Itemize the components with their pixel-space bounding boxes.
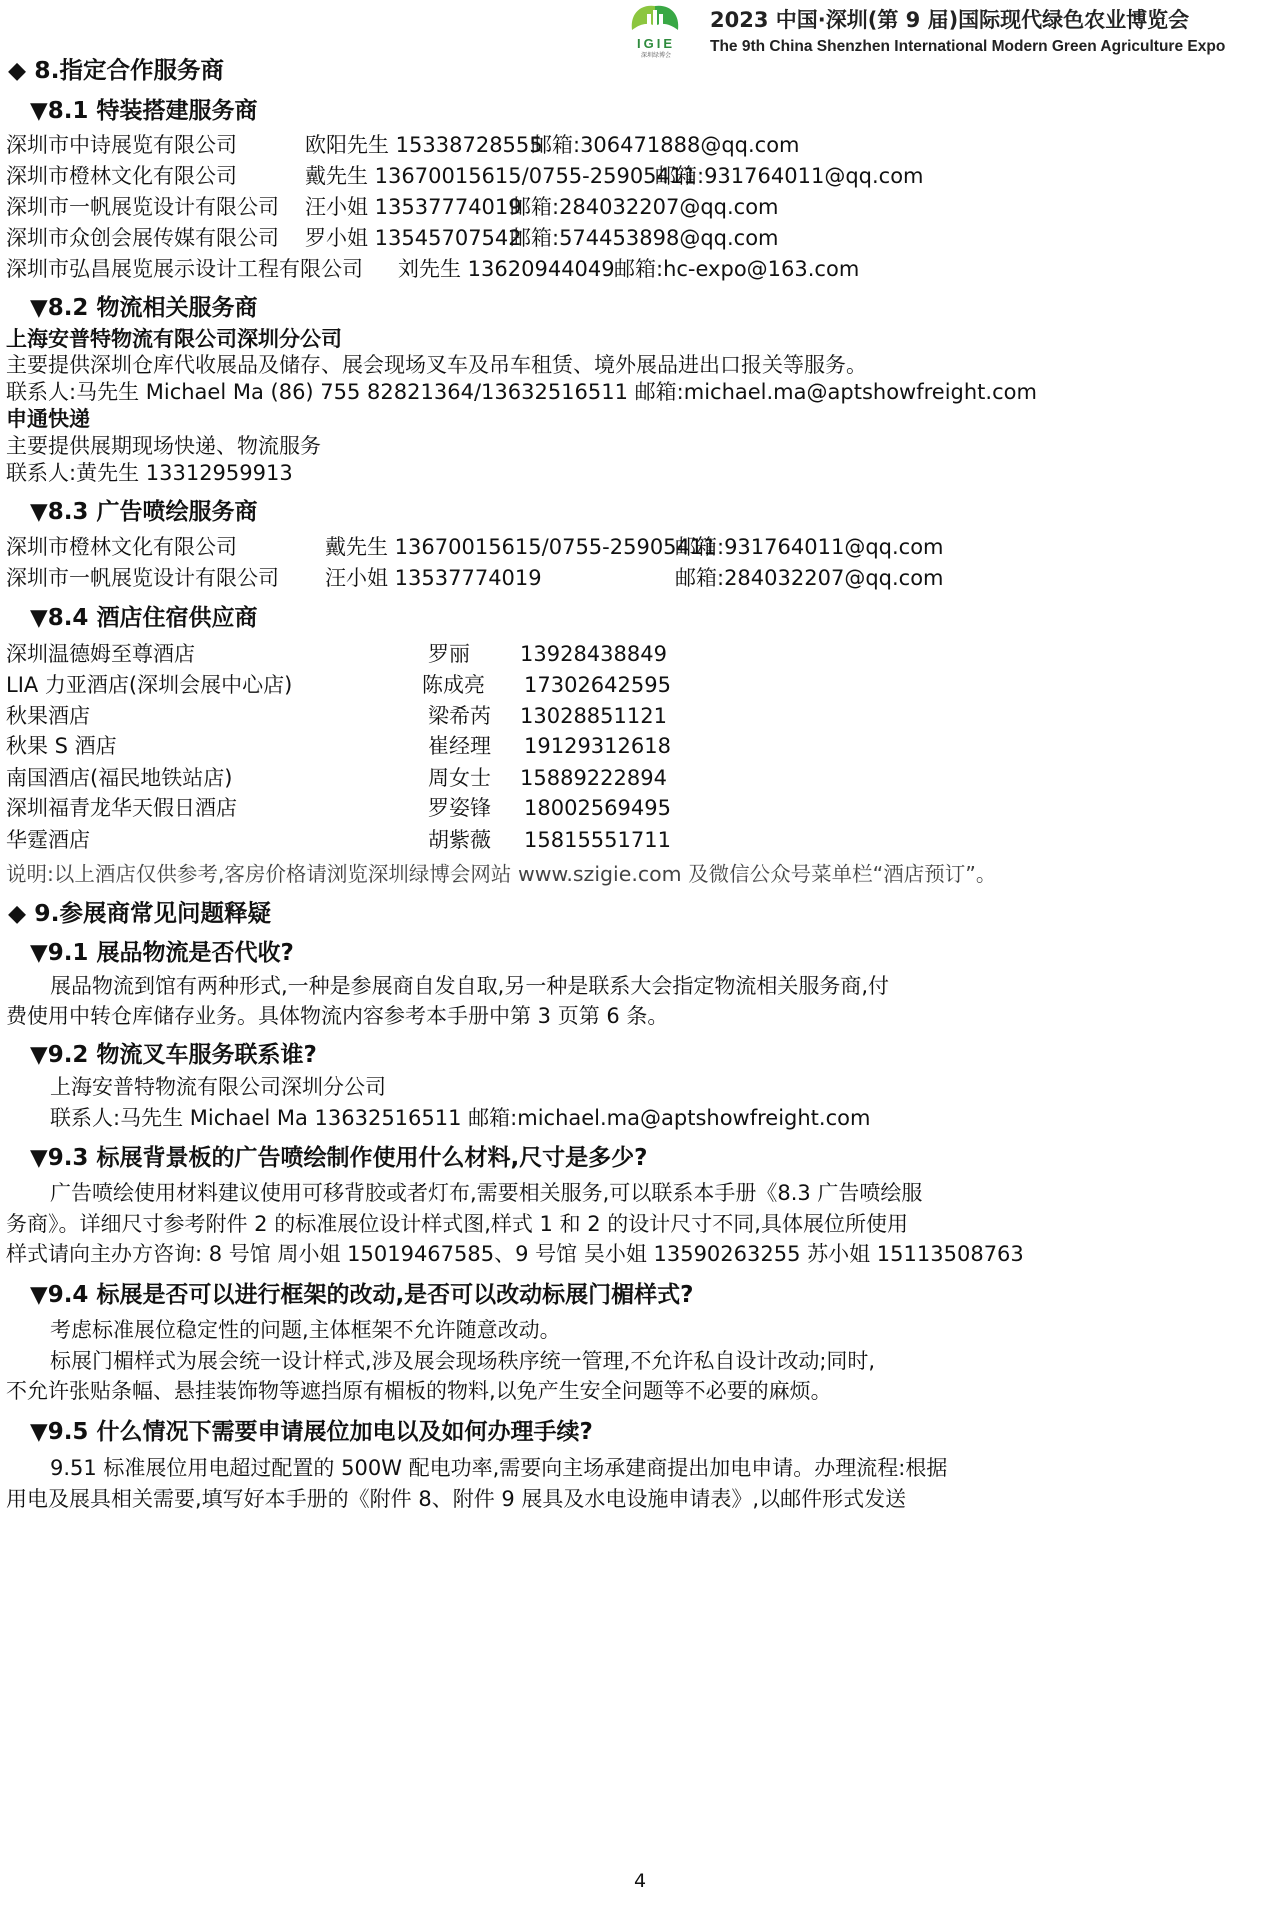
- hotel-phone: 17302642595: [524, 673, 671, 697]
- section-8-heading: ◆ 8.指定合作服务商: [8, 56, 225, 84]
- hotel-name: 华霆酒店: [6, 828, 90, 852]
- hotel-note: 说明:以上酒店仅供参考,客房价格请浏览深圳绿博会网站 www.szigie.com 及微信公众号菜单栏“酒店预订”。: [6, 862, 997, 886]
- printing-company: 深圳市橙林文化有限公司: [6, 535, 237, 559]
- contractor-company: 深圳市弘昌展览展示设计工程有限公司: [6, 257, 363, 281]
- faq-9-4-answer: 标展门楣样式为展会统一设计样式,涉及展会现场秩序统一管理,不允许私自设计改动;同时,: [50, 1349, 876, 1373]
- hotel-name: LIA 力亚酒店(深圳会展中心店): [6, 673, 293, 697]
- logo-text: IGIE: [636, 36, 675, 51]
- hotel-contact-person: 崔经理: [428, 734, 491, 758]
- contractor-contact: 罗小姐 13545707542: [305, 226, 522, 250]
- logistics-description: 主要提供深圳仓库代收展品及储存、展会现场叉车及吊车租赁、境外展品进出口报关等服务。: [6, 353, 867, 377]
- contractor-email: 邮箱:574453898@qq.com: [510, 226, 779, 250]
- contractor-contact: 汪小姐 13537774019: [305, 195, 522, 219]
- faq-9-3-answer: 样式请向主办方咨询: 8 号馆 周小姐 15019467585、9 号馆 吴小姐 13590263255 苏小姐 15113508763: [6, 1242, 1024, 1266]
- faq-9-4-answer: 不允许张贴条幅、悬挂装饰物等遮挡原有楣板的物料,以免产生安全问题等不必要的麻烦。: [6, 1379, 832, 1403]
- printing-email: 邮箱:284032207@qq.com: [675, 566, 944, 590]
- logistics-company-name: 上海安普特物流有限公司深圳分公司: [6, 327, 342, 351]
- hotel-phone: 15889222894: [520, 766, 667, 790]
- logo-subtext: 深圳绿博会: [640, 52, 671, 59]
- hotel-name: 秋果 S 酒店: [6, 734, 117, 758]
- page-number: 4: [633, 1870, 647, 1892]
- hotel-phone: 19129312618: [524, 734, 671, 758]
- faq-9-2-answer: 上海安普特物流有限公司深圳分公司: [50, 1075, 386, 1099]
- faq-9-5-answer: 9.51 标准展位用电超过配置的 500W 配电功率,需要向主场承建商提出加电申请。办理流程:根据: [50, 1456, 948, 1480]
- section-8-4-heading: ▼8.4 酒店住宿供应商: [30, 605, 258, 631]
- contractor-contact: 戴先生 13670015615/0755-25905411: [305, 164, 697, 188]
- hotel-contact-person: 胡紫薇: [428, 828, 491, 852]
- contractor-email: 邮箱:284032207@qq.com: [510, 195, 779, 219]
- printing-company: 深圳市一帆展览设计有限公司: [6, 566, 279, 590]
- printing-contact: 汪小姐 13537774019: [325, 566, 542, 590]
- contractor-contact: 刘先生 13620944049: [398, 257, 615, 281]
- faq-9-2-question: ▼9.2 物流叉车服务联系谁?: [30, 1042, 317, 1068]
- contractor-contact: 欧阳先生 15338728555: [305, 133, 543, 157]
- hotel-contact-person: 罗丽: [428, 642, 470, 666]
- hotel-contact-person: 周女士: [428, 766, 491, 790]
- faq-9-3-answer: 务商》。详细尺寸参考附件 2 的标准展位设计样式图,样式 1 和 2 的设计尺寸不同,具体展位所使用: [6, 1212, 908, 1236]
- hotel-contact-person: 罗姿锋: [428, 796, 491, 820]
- contractor-company: 深圳市中诗展览有限公司: [6, 133, 237, 157]
- page-header: [610, 0, 1280, 62]
- contractor-email: 邮箱:hc-expo@163.com: [614, 257, 860, 281]
- faq-9-5-question: ▼9.5 什么情况下需要申请展位加电以及如何办理手续?: [30, 1419, 593, 1445]
- section-8-2-heading: ▼8.2 物流相关服务商: [30, 295, 258, 321]
- contractor-email: 邮箱:931764011@qq.com: [655, 164, 924, 188]
- contractor-company: 深圳市橙林文化有限公司: [6, 164, 237, 188]
- printing-email: 邮箱:931764011@qq.com: [675, 535, 944, 559]
- faq-9-4-answer: 考虑标准展位稳定性的问题,主体框架不允许随意改动。: [50, 1318, 561, 1342]
- section-8-1-heading: ▼8.1 特装搭建服务商: [30, 98, 258, 124]
- hotel-name: 南国酒店(福民地铁站店): [6, 766, 233, 790]
- express-contact: 联系人:黄先生 13312959913: [6, 461, 293, 485]
- hotel-phone: 15815551711: [524, 828, 671, 852]
- faq-9-1-answer: 费使用中转仓库储存业务。具体物流内容参考本手册中第 3 页第 6 条。: [6, 1004, 669, 1028]
- faq-9-1-question: ▼9.1 展品物流是否代收?: [30, 940, 294, 966]
- express-company-name: 申通快递: [6, 407, 90, 431]
- contractor-company: 深圳市一帆展览设计有限公司: [6, 195, 279, 219]
- faq-9-5-answer: 用电及展具相关需要,填写好本手册的《附件 8、附件 9 展具及水电设施申请表》,以邮件形式发送: [6, 1487, 907, 1511]
- contractor-company: 深圳市众创会展传媒有限公司: [6, 226, 279, 250]
- hotel-contact-person: 梁希芮: [428, 704, 491, 728]
- printing-contact: 戴先生 13670015615/0755-25905411: [325, 535, 717, 559]
- express-description: 主要提供展期现场快递、物流服务: [6, 434, 321, 458]
- hotel-name: 秋果酒店: [6, 704, 90, 728]
- hotel-phone: 13928438849: [520, 642, 667, 666]
- section-8-3-heading: ▼8.3 广告喷绘服务商: [30, 499, 258, 525]
- logistics-contact: 联系人:马先生 Michael Ma (86) 755 82821364/13632516511 邮箱:michael.ma@aptshowfreight.com: [6, 380, 1037, 404]
- hotel-contact-person: 陈成亮: [422, 673, 485, 697]
- faq-9-1-answer: 展品物流到馆有两种形式,一种是参展商自发自取,另一种是联系大会指定物流相关服务商,付: [50, 974, 890, 998]
- header-title-en: The 9th China Shenzhen International Modern Green Agriculture Expo: [710, 38, 1226, 55]
- faq-9-4-question: ▼9.4 标展是否可以进行框架的改动,是否可以改动标展门楣样式?: [30, 1282, 694, 1308]
- header-title-cn: 2023 中国·深圳(第 9 届)国际现代绿色农业博览会: [710, 8, 1190, 32]
- hotel-name: 深圳福青龙华天假日酒店: [6, 796, 237, 820]
- hotel-phone: 18002569495: [524, 796, 671, 820]
- faq-9-3-question: ▼9.3 标展背景板的广告喷绘制作使用什么材料,尺寸是多少?: [30, 1145, 648, 1171]
- hotel-name: 深圳温德姆至尊酒店: [6, 642, 195, 666]
- section-9-heading: ◆ 9.参展商常见问题释疑: [8, 899, 272, 927]
- hotel-phone: 13028851121: [520, 704, 667, 728]
- faq-9-3-answer: 广告喷绘使用材料建议使用可移背胶或者灯布,需要相关服务,可以联系本手册《8.3 广告喷绘服: [50, 1181, 923, 1205]
- faq-9-2-answer: 联系人:马先生 Michael Ma 13632516511 邮箱:michael.ma@aptshowfreight.com: [50, 1106, 871, 1130]
- contractor-email: 邮箱:306471888@qq.com: [531, 133, 800, 157]
